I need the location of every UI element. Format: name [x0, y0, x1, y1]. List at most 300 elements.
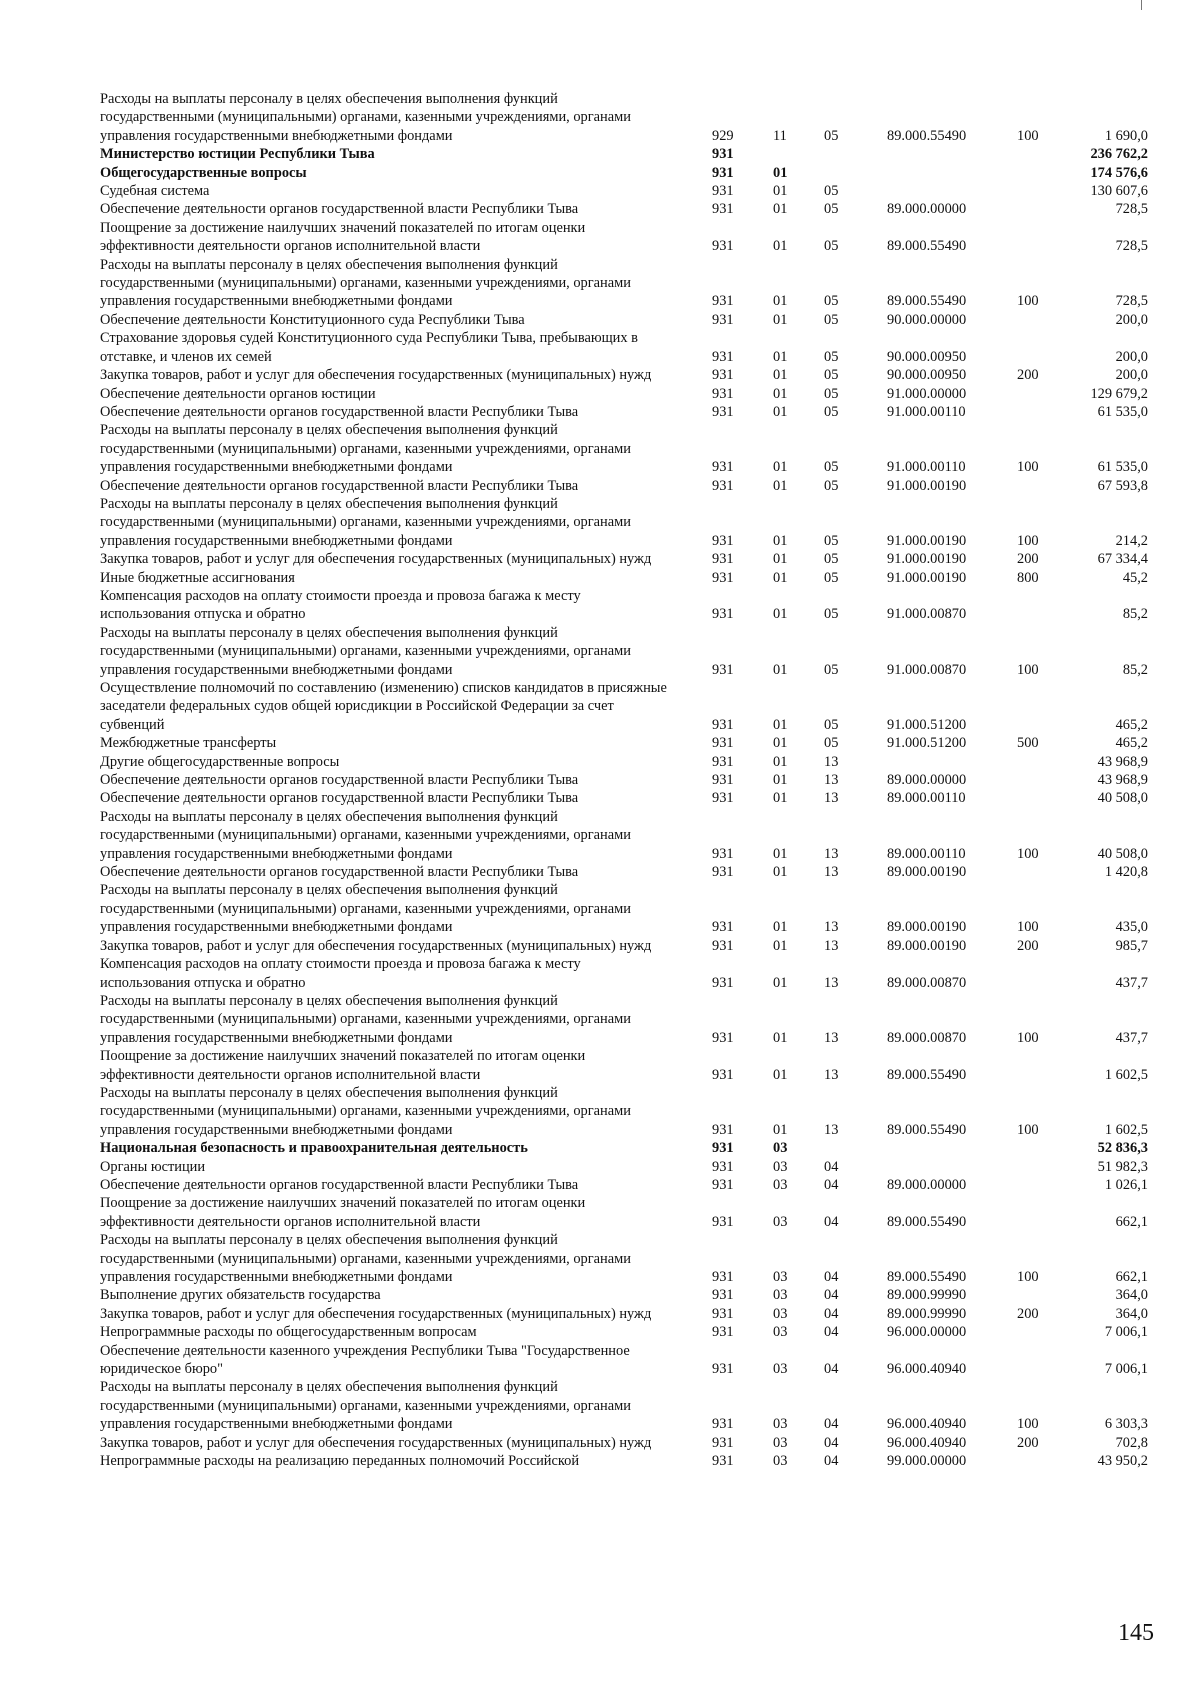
podrazdel-code: 04 [824, 1305, 839, 1322]
razdel-code: 03 [773, 1324, 788, 1341]
table-row [0, 881, 1200, 936]
expense-type-code: 100 [1017, 532, 1039, 549]
razdel-code: 03 [773, 1287, 788, 1304]
target-article-code: 89.000.00000 [887, 1176, 967, 1193]
row-name: Расходы на выплаты персоналу в целях обеспечения выполнения функций государственными (муниципальными) органами, казенными учреждениями, органами управления государственными внебюджетными фондами [100, 1379, 631, 1433]
expense-type-code: 100 [1017, 661, 1039, 678]
row-name: Поощрение за достижение наилучших значений показателей по итогам оценки эффективности деятельности органов исполнительной власти [100, 1048, 586, 1083]
row-name: Поощрение за достижение наилучших значений показателей по итогам оценки эффективности деятельности органов исполнительной власти [100, 1195, 586, 1230]
razdel-code: 01 [773, 974, 788, 991]
razdel-code: 01 [773, 735, 788, 752]
podrazdel-code: 05 [824, 238, 839, 255]
budget-table [0, 90, 1200, 1470]
razdel-code: 01 [773, 238, 788, 255]
amount: 364,0 [1115, 1287, 1148, 1304]
table-row [0, 164, 1200, 182]
row-name: Расходы на выплаты персоналу в целях обеспечения выполнения функций государственными (муниципальными) органами, казенными учреждениями, органами управления государственными внебюджетными фондами [100, 422, 631, 476]
razdel-code: 01 [773, 661, 788, 678]
target-article-code: 89.000.55490 [887, 1213, 967, 1230]
podrazdel-code: 05 [824, 459, 839, 476]
target-article-code: 89.000.00000 [887, 772, 967, 789]
razdel-code: 01 [773, 919, 788, 936]
razdel-code: 01 [773, 477, 788, 494]
amount: 437,7 [1115, 1029, 1148, 1046]
amount: 214,2 [1115, 532, 1148, 549]
amount: 40 508,0 [1097, 845, 1148, 862]
podrazdel-code: 13 [824, 937, 839, 954]
row-name: Министерство юстиции Республики Тыва [100, 146, 375, 163]
podrazdel-code: 05 [824, 606, 839, 623]
podrazdel-code: 04 [824, 1416, 839, 1433]
amount: 67 334,4 [1097, 551, 1148, 568]
amount: 200,0 [1115, 348, 1148, 365]
expense-type-code: 100 [1017, 845, 1039, 862]
grbs-code: 931 [712, 845, 734, 862]
grbs-code: 931 [712, 1029, 734, 1046]
podrazdel-code: 13 [824, 974, 839, 991]
table-row [0, 366, 1200, 384]
grbs-code: 931 [712, 1066, 734, 1083]
podrazdel-code: 05 [824, 661, 839, 678]
target-article-code: 91.000.00190 [887, 532, 967, 549]
table-row [0, 1378, 1200, 1433]
grbs-code: 931 [712, 864, 734, 881]
table-row [0, 955, 1200, 992]
razdel-code: 01 [773, 753, 788, 770]
table-row [0, 550, 1200, 568]
expense-type-code: 100 [1017, 1416, 1039, 1433]
podrazdel-code: 05 [824, 532, 839, 549]
razdel-code: 01 [773, 164, 788, 181]
razdel-code: 03 [773, 1140, 788, 1157]
target-article-code: 89.000.00190 [887, 864, 967, 881]
podrazdel-code: 04 [824, 1213, 839, 1230]
row-name: Обеспечение деятельности органов государственной власти Республики Тыва [100, 864, 579, 881]
podrazdel-code: 05 [824, 348, 839, 365]
podrazdel-code: 05 [824, 311, 839, 328]
table-row [0, 182, 1200, 200]
grbs-code: 931 [712, 1121, 734, 1138]
row-name: Расходы на выплаты персоналу в целях обеспечения выполнения функций государственными (муниципальными) органами, казенными учреждениями, органами управления государственными внебюджетными фондами [100, 1232, 631, 1285]
grbs-code: 931 [712, 293, 734, 310]
table-row [0, 256, 1200, 311]
grbs-code: 931 [712, 367, 734, 384]
amount: 7 006,1 [1104, 1324, 1148, 1341]
table-row [0, 569, 1200, 587]
expense-type-code: 100 [1017, 919, 1039, 936]
row-name: Обеспечение деятельности органов государственной власти Республики Тыва [100, 790, 579, 807]
row-name: Расходы на выплаты персоналу в целях обеспечения выполнения функций государственными (муниципальными) органами, казенными учреждениями, органами управления государственными внебюджетными фондами [100, 256, 631, 310]
expense-type-code: 200 [1017, 551, 1039, 568]
table-row [0, 1231, 1200, 1286]
razdel-code: 01 [773, 790, 788, 807]
table-row [0, 1176, 1200, 1194]
table-row [0, 587, 1200, 624]
target-article-code: 90.000.00000 [887, 311, 967, 328]
expense-type-code: 200 [1017, 1434, 1039, 1451]
podrazdel-code: 13 [824, 1029, 839, 1046]
grbs-code: 931 [712, 661, 734, 678]
table-row [0, 992, 1200, 1047]
table-row [0, 1286, 1200, 1304]
amount: 40 508,0 [1097, 790, 1148, 807]
row-name: Органы юстиции [100, 1158, 206, 1175]
target-article-code: 91.000.51200 [887, 735, 967, 752]
table-row [0, 863, 1200, 881]
razdel-code: 01 [773, 403, 788, 420]
grbs-code: 931 [712, 753, 734, 770]
expense-type-code: 800 [1017, 569, 1039, 586]
podrazdel-code: 05 [824, 201, 839, 218]
razdel-code: 01 [773, 569, 788, 586]
row-name: Поощрение за достижение наилучших значений показателей по итогам оценки эффективности деятельности органов исполнительной власти [100, 219, 586, 255]
amount: 662,1 [1115, 1213, 1148, 1230]
podrazdel-code: 04 [824, 1269, 839, 1285]
scan-edge-mark [1141, 0, 1142, 10]
row-name: Национальная безопасность и правоохранительная деятельность [100, 1140, 528, 1157]
table-row [0, 1434, 1200, 1452]
table-row [0, 477, 1200, 495]
amount: 129 679,2 [1090, 385, 1148, 402]
podrazdel-code: 05 [824, 551, 839, 568]
page-number: 145 [1118, 1620, 1154, 1646]
grbs-code: 929 [712, 127, 734, 144]
table-row [0, 200, 1200, 218]
grbs-code: 931 [712, 1140, 734, 1157]
grbs-code: 931 [712, 348, 734, 365]
row-name: Обеспечение деятельности органов государственной власти Республики Тыва [100, 772, 579, 789]
amount: 174 576,6 [1090, 164, 1148, 181]
amount: 7 006,1 [1104, 1361, 1148, 1378]
row-name: Расходы на выплаты персоналу в целях обеспечения выполнения функций государственными (муниципальными) органами, казенными учреждениями, органами управления государственными внебюджетными фондами [100, 91, 631, 144]
podrazdel-code: 05 [824, 403, 839, 420]
grbs-code: 931 [712, 403, 734, 420]
target-article-code: 89.000.00870 [887, 974, 967, 991]
target-article-code: 89.000.00190 [887, 937, 967, 954]
amount: 61 535,0 [1097, 459, 1148, 476]
podrazdel-code: 13 [824, 790, 839, 807]
target-article-code: 99.000.00000 [887, 1453, 967, 1470]
grbs-code: 931 [712, 551, 734, 568]
expense-type-code: 100 [1017, 293, 1039, 310]
podrazdel-code: 04 [824, 1287, 839, 1304]
amount: 200,0 [1115, 367, 1148, 384]
podrazdel-code: 13 [824, 864, 839, 881]
amount: 52 836,3 [1097, 1140, 1148, 1157]
podrazdel-code: 13 [824, 753, 839, 770]
table-row [0, 1047, 1200, 1084]
target-article-code: 89.000.55490 [887, 127, 967, 144]
amount: 465,2 [1115, 716, 1148, 733]
grbs-code: 931 [712, 569, 734, 586]
grbs-code: 931 [712, 735, 734, 752]
row-name: Обеспечение деятельности органов государственной власти Республики Тыва [100, 403, 579, 420]
podrazdel-code: 05 [824, 477, 839, 494]
podrazdel-code: 04 [824, 1434, 839, 1451]
amount: 465,2 [1115, 735, 1148, 752]
grbs-code: 931 [712, 716, 734, 733]
target-article-code: 89.000.00870 [887, 1029, 967, 1046]
target-article-code: 89.000.55490 [887, 1121, 967, 1138]
target-article-code: 96.000.00000 [887, 1324, 967, 1341]
row-name: Расходы на выплаты персоналу в целях обеспечения выполнения функций государственными (муниципальными) органами, казенными учреждениями, органами управления государственными внебюджетными фондами [100, 808, 631, 862]
podrazdel-code: 05 [824, 716, 839, 733]
row-name: Компенсация расходов на оплату стоимости проезда и провоза багажа к месту использования отпуска и обратно [100, 956, 581, 991]
row-name: Обеспечение деятельности органов государственной власти Республики Тыва [100, 1176, 579, 1193]
expense-type-code: 100 [1017, 1029, 1039, 1046]
row-name: Обеспечение деятельности Конституционного суда Республики Тыва [100, 311, 525, 328]
row-name: Общегосударственные вопросы [100, 164, 307, 181]
grbs-code: 931 [712, 772, 734, 789]
grbs-code: 931 [712, 311, 734, 328]
table-row [0, 403, 1200, 421]
grbs-code: 931 [712, 1453, 734, 1470]
razdel-code: 01 [773, 459, 788, 476]
target-article-code: 89.000.99990 [887, 1287, 967, 1304]
expense-type-code: 100 [1017, 1269, 1039, 1285]
expense-type-code: 500 [1017, 735, 1039, 752]
row-name: Расходы на выплаты персоналу в целях обеспечения выполнения функций государственными (муниципальными) органами, казенными учреждениями, органами управления государственными внебюджетными фондами [100, 992, 631, 1046]
row-name: Обеспечение деятельности казенного учреждения Республики Тыва "Государственное юридическое бюро" [100, 1342, 630, 1378]
table-row [0, 219, 1200, 256]
table-row [0, 329, 1200, 366]
row-name: Осуществление полномочий по составлению (изменению) списков кандидатов в присяжные заседатели федеральных судов общей юрисдикции в Российской Федерации за счет субвенций [100, 680, 667, 733]
grbs-code: 931 [712, 1361, 734, 1378]
expense-type-code: 100 [1017, 459, 1039, 476]
target-article-code: 90.000.00950 [887, 367, 967, 384]
amount: 1 602,5 [1104, 1121, 1148, 1138]
amount: 1 690,0 [1104, 127, 1148, 144]
row-name: Закупка товаров, работ и услуг для обеспечения государственных (муниципальных) нужд [100, 367, 652, 384]
razdel-code: 01 [773, 937, 788, 954]
table-row [0, 1194, 1200, 1231]
table-row [0, 385, 1200, 403]
target-article-code: 91.000.00870 [887, 661, 967, 678]
razdel-code: 01 [773, 183, 788, 200]
target-article-code: 89.000.55490 [887, 1269, 967, 1285]
grbs-code: 931 [712, 937, 734, 954]
amount: 67 593,8 [1097, 477, 1148, 494]
amount: 728,5 [1115, 201, 1148, 218]
amount: 1 602,5 [1104, 1066, 1148, 1083]
target-article-code: 89.000.99990 [887, 1305, 967, 1322]
grbs-code: 931 [712, 1434, 734, 1451]
expense-type-code: 200 [1017, 937, 1039, 954]
table-row [0, 145, 1200, 163]
expense-type-code: 200 [1017, 367, 1039, 384]
razdel-code: 01 [773, 293, 788, 310]
razdel-code: 03 [773, 1213, 788, 1230]
amount: 702,8 [1115, 1434, 1148, 1451]
amount: 662,1 [1115, 1269, 1148, 1285]
podrazdel-code: 05 [824, 385, 839, 402]
expense-type-code: 200 [1017, 1305, 1039, 1322]
razdel-code: 01 [773, 532, 788, 549]
amount: 1 026,1 [1104, 1176, 1148, 1193]
amount: 85,2 [1122, 661, 1148, 678]
razdel-code: 01 [773, 716, 788, 733]
grbs-code: 931 [712, 606, 734, 623]
amount: 364,0 [1115, 1305, 1148, 1322]
amount: 985,7 [1115, 937, 1148, 954]
grbs-code: 931 [712, 1213, 734, 1230]
table-row [0, 753, 1200, 771]
target-article-code: 96.000.40940 [887, 1416, 967, 1433]
target-article-code: 91.000.51200 [887, 716, 967, 733]
row-name: Иные бюджетные ассигнования [100, 569, 295, 586]
row-name: Компенсация расходов на оплату стоимости проезда и провоза багажа к месту использования отпуска и обратно [100, 587, 581, 623]
grbs-code: 931 [712, 1305, 734, 1322]
razdel-code: 03 [773, 1269, 788, 1285]
table-row [0, 734, 1200, 752]
grbs-code: 931 [712, 532, 734, 549]
grbs-code: 931 [712, 385, 734, 402]
razdel-code: 01 [773, 1066, 788, 1083]
row-name: Расходы на выплаты персоналу в целях обеспечения выполнения функций государственными (муниципальными) органами, казенными учреждениями, органами управления государственными внебюджетными фондами [100, 495, 631, 549]
table-row [0, 90, 1200, 145]
table-row [0, 679, 1200, 734]
razdel-code: 03 [773, 1416, 788, 1433]
table-row [0, 421, 1200, 476]
grbs-code: 931 [712, 974, 734, 991]
razdel-code: 03 [773, 1361, 788, 1378]
table-row [0, 1452, 1200, 1470]
table-row [0, 624, 1200, 679]
amount: 236 762,2 [1090, 146, 1148, 163]
grbs-code: 931 [712, 1416, 734, 1433]
amount: 1 420,8 [1104, 864, 1148, 881]
podrazdel-code: 05 [824, 183, 839, 200]
row-name: Непрограммные расходы по общегосударственным вопросам [100, 1324, 477, 1341]
table-row [0, 789, 1200, 807]
podrazdel-code: 05 [824, 293, 839, 310]
podrazdel-code: 04 [824, 1176, 839, 1193]
target-article-code: 91.000.00000 [887, 385, 967, 402]
row-name: Закупка товаров, работ и услуг для обеспечения государственных (муниципальных) нужд [100, 551, 652, 568]
grbs-code: 931 [712, 238, 734, 255]
podrazdel-code: 13 [824, 772, 839, 789]
razdel-code: 03 [773, 1434, 788, 1451]
target-article-code: 90.000.00950 [887, 348, 967, 365]
razdel-code: 03 [773, 1453, 788, 1470]
target-article-code: 89.000.55490 [887, 238, 967, 255]
target-article-code: 91.000.00870 [887, 606, 967, 623]
target-article-code: 91.000.00110 [887, 459, 966, 476]
row-name: Страхование здоровья судей Конституционного суда Республики Тыва, пребывающих в отставке, и членов их семей [100, 330, 638, 365]
table-row [0, 311, 1200, 329]
razdel-code: 01 [773, 385, 788, 402]
razdel-code: 01 [773, 311, 788, 328]
row-name: Закупка товаров, работ и услуг для обеспечения государственных (муниципальных) нужд [100, 1305, 652, 1322]
target-article-code: 96.000.40940 [887, 1434, 967, 1451]
table-row [0, 1084, 1200, 1139]
podrazdel-code: 04 [824, 1361, 839, 1378]
amount: 43 968,9 [1097, 753, 1148, 770]
grbs-code: 931 [712, 790, 734, 807]
table-row [0, 495, 1200, 550]
target-article-code: 89.000.00000 [887, 201, 967, 218]
row-name: Обеспечение деятельности органов государственной власти Республики Тыва [100, 201, 579, 218]
amount: 45,2 [1122, 569, 1148, 586]
razdel-code: 01 [773, 1029, 788, 1046]
row-name: Закупка товаров, работ и услуг для обеспечения государственных (муниципальных) нужд [100, 937, 652, 954]
row-name: Обеспечение деятельности органов государственной власти Республики Тыва [100, 477, 579, 494]
grbs-code: 931 [712, 1158, 734, 1175]
razdel-code: 01 [773, 606, 788, 623]
row-name: Судебная система [100, 183, 210, 200]
razdel-code: 01 [773, 201, 788, 218]
row-name: Выполнение других обязательств государства [100, 1287, 381, 1304]
amount: 85,2 [1122, 606, 1148, 623]
grbs-code: 931 [712, 1269, 734, 1285]
razdel-code: 01 [773, 367, 788, 384]
razdel-code: 01 [773, 551, 788, 568]
podrazdel-code: 13 [824, 919, 839, 936]
razdel-code: 03 [773, 1176, 788, 1193]
podrazdel-code: 05 [824, 735, 839, 752]
razdel-code: 03 [773, 1158, 788, 1175]
row-name: Другие общегосударственные вопросы [100, 753, 340, 770]
amount: 43 950,2 [1097, 1453, 1148, 1470]
table-row [0, 1305, 1200, 1323]
amount: 6 303,3 [1104, 1416, 1148, 1433]
podrazdel-code: 13 [824, 845, 839, 862]
grbs-code: 931 [712, 1324, 734, 1341]
row-name: Закупка товаров, работ и услуг для обеспечения государственных (муниципальных) нужд [100, 1434, 652, 1451]
podrazdel-code: 13 [824, 1121, 839, 1138]
row-name: Обеспечение деятельности органов юстиции [100, 385, 376, 402]
target-article-code: 91.000.00110 [887, 403, 966, 420]
table-row [0, 771, 1200, 789]
row-name: Непрограммные расходы на реализацию переданных полномочий Российской [100, 1453, 580, 1470]
table-row [0, 1139, 1200, 1157]
podrazdel-code: 04 [824, 1158, 839, 1175]
podrazdel-code: 04 [824, 1324, 839, 1341]
amount: 435,0 [1115, 919, 1148, 936]
razdel-code: 01 [773, 845, 788, 862]
podrazdel-code: 13 [824, 1066, 839, 1083]
grbs-code: 931 [712, 164, 734, 181]
target-article-code: 89.000.00190 [887, 919, 967, 936]
expense-type-code: 100 [1017, 127, 1039, 144]
podrazdel-code: 05 [824, 569, 839, 586]
amount: 61 535,0 [1097, 403, 1148, 420]
razdel-code: 11 [773, 127, 787, 144]
target-article-code: 89.000.55490 [887, 293, 967, 310]
grbs-code: 931 [712, 1176, 734, 1193]
grbs-code: 931 [712, 201, 734, 218]
row-name: Расходы на выплаты персоналу в целях обеспечения выполнения функций государственными (муниципальными) органами, казенными учреждениями, органами управления государственными внебюджетными фондами [100, 882, 631, 936]
razdel-code: 01 [773, 348, 788, 365]
target-article-code: 89.000.00110 [887, 790, 966, 807]
row-name: Расходы на выплаты персоналу в целях обеспечения выполнения функций государственными (муниципальными) органами, казенными учреждениями, органами управления государственными внебюджетными фондами [100, 624, 631, 678]
podrazdel-code: 05 [824, 127, 839, 144]
row-name: Расходы на выплаты персоналу в целях обеспечения выполнения функций государственными (муниципальными) органами, казенными учреждениями, органами управления государственными внебюджетными фондами [100, 1084, 631, 1138]
amount: 437,7 [1115, 974, 1148, 991]
amount: 728,5 [1115, 293, 1148, 310]
target-article-code: 91.000.00190 [887, 569, 967, 586]
table-row [0, 937, 1200, 955]
razdel-code: 01 [773, 1121, 788, 1138]
podrazdel-code: 04 [824, 1453, 839, 1470]
table-row [0, 808, 1200, 863]
razdel-code: 03 [773, 1305, 788, 1322]
target-article-code: 89.000.00110 [887, 845, 966, 862]
podrazdel-code: 05 [824, 367, 839, 384]
grbs-code: 931 [712, 477, 734, 494]
razdel-code: 01 [773, 772, 788, 789]
target-article-code: 96.000.40940 [887, 1361, 967, 1378]
